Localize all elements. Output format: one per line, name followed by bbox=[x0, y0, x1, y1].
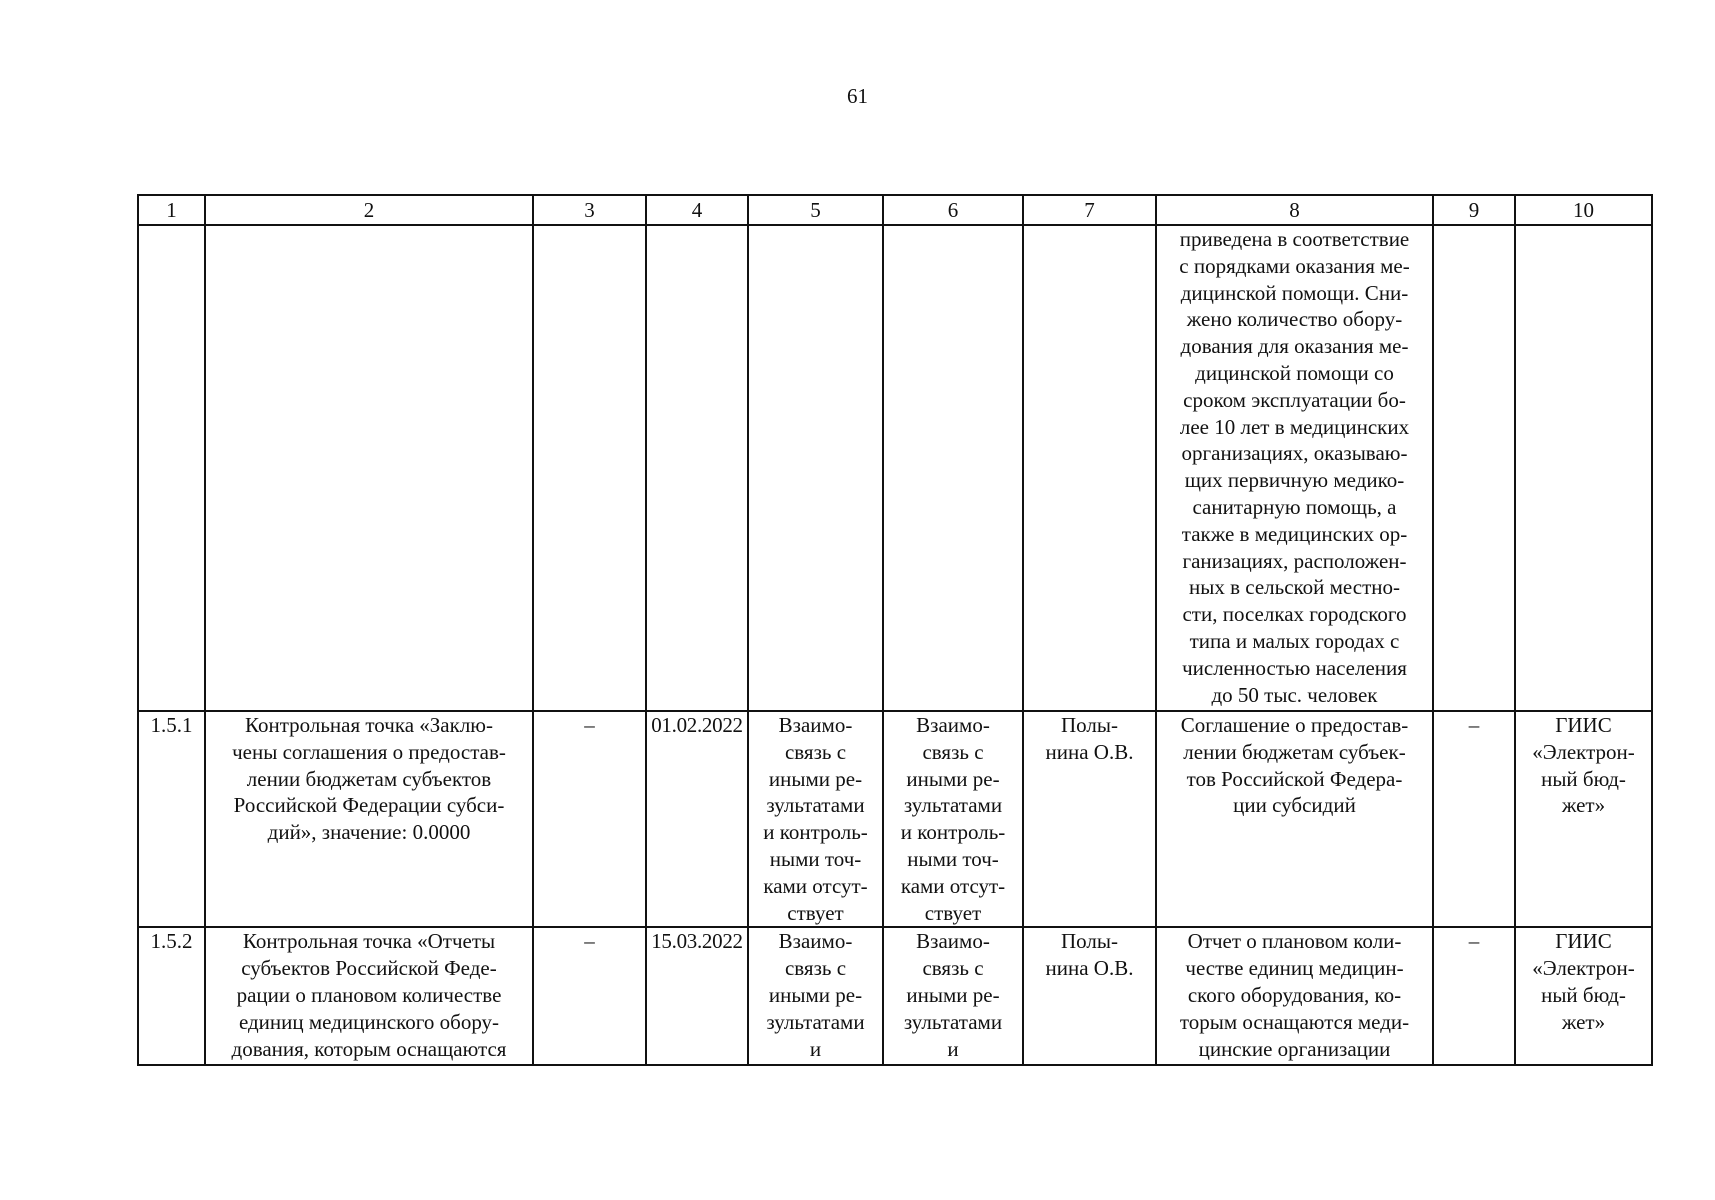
table-cell bbox=[1433, 225, 1515, 711]
date-cell: 15.03.2022 bbox=[646, 927, 748, 1065]
dash-cell: – bbox=[533, 711, 646, 927]
row-number-cell: 1.5.2 bbox=[138, 927, 205, 1065]
column-header: 6 bbox=[883, 195, 1023, 225]
relation-cell: Взаимо- связь с иными ре- зультатами и bbox=[883, 927, 1023, 1065]
table-cell bbox=[533, 225, 646, 711]
column-header: 3 bbox=[533, 195, 646, 225]
table-cell bbox=[205, 225, 533, 711]
result-description-cell: Соглашение о предостав- лении бюджетам субъек- тов Российской Федера- ции субсидий bbox=[1156, 711, 1433, 927]
table-cell bbox=[646, 225, 748, 711]
table-row-continuation bbox=[138, 225, 1652, 711]
column-header: 4 bbox=[646, 195, 748, 225]
row-number-cell: 1.5.1 bbox=[138, 711, 205, 927]
column-header: 5 bbox=[748, 195, 883, 225]
relation-cell: Взаимо- связь с иными ре- зультатами и bbox=[748, 927, 883, 1065]
system-cell: ГИИС «Электрон- ный бюд- жет» bbox=[1515, 711, 1652, 927]
dash-cell: – bbox=[533, 927, 646, 1065]
control-point-name-cell: Контрольная точка «Отчеты субъектов Российской Феде- рации о плановом количестве единиц медицинского обору- дования, которым оснащаются bbox=[205, 927, 533, 1065]
table-cell bbox=[138, 225, 205, 711]
table-cell bbox=[1023, 225, 1156, 711]
column-header: 1 bbox=[138, 195, 205, 225]
dash-cell: – bbox=[1433, 927, 1515, 1065]
system-cell: ГИИС «Электрон- ный бюд- жет» bbox=[1515, 927, 1652, 1065]
date-cell: 01.02.2022 bbox=[646, 711, 748, 927]
control-point-name-cell: Контрольная точка «Заклю- чены соглашения о предостав- лении бюджетам субъектов Российской Федерации субси- дий», значение: 0.0000 bbox=[205, 711, 533, 927]
dash-cell: – bbox=[1433, 711, 1515, 927]
table-row bbox=[138, 711, 1652, 927]
table-header-row bbox=[138, 195, 1652, 225]
table-row bbox=[138, 927, 1652, 1065]
column-header: 9 bbox=[1433, 195, 1515, 225]
column-header: 2 bbox=[205, 195, 533, 225]
column-header: 8 bbox=[1156, 195, 1433, 225]
relation-cell: Взаимо- связь с иными ре- зультатами и контроль- ными точ- ками отсут- ствует bbox=[748, 711, 883, 927]
column-header: 7 bbox=[1023, 195, 1156, 225]
column-header: 10 bbox=[1515, 195, 1652, 225]
page-number: 61 bbox=[847, 84, 868, 108]
relation-cell: Взаимо- связь с иными ре- зультатами и контроль- ными точ- ками отсут- ствует bbox=[883, 711, 1023, 927]
result-description-cell: приведена в соответствие с порядками оказания ме- дицинской помощи. Сни- жено количество обору- дования для оказания ме- дицинской помощи со сроком эксплуатации бо- лее 10 лет в медицинских организациях, оказываю- щих первичную медико- санитарную помощь, а также в медицинских ор- ганизациях, расположен- ных в сельской местно- сти, поселках городского типа и малых городах с численностью населения до 50 тыс. человек bbox=[1156, 225, 1433, 711]
responsible-cell: Полы- нина О.В. bbox=[1023, 927, 1156, 1065]
responsible-cell: Полы- нина О.В. bbox=[1023, 711, 1156, 927]
table-cell bbox=[748, 225, 883, 711]
table-cell bbox=[1515, 225, 1652, 711]
result-description-cell: Отчет о плановом коли- честве единиц медицин- ского оборудования, ко- торым оснащаются меди- цинские организации bbox=[1156, 927, 1433, 1065]
table-cell bbox=[883, 225, 1023, 711]
control-points-table bbox=[137, 194, 1653, 1066]
